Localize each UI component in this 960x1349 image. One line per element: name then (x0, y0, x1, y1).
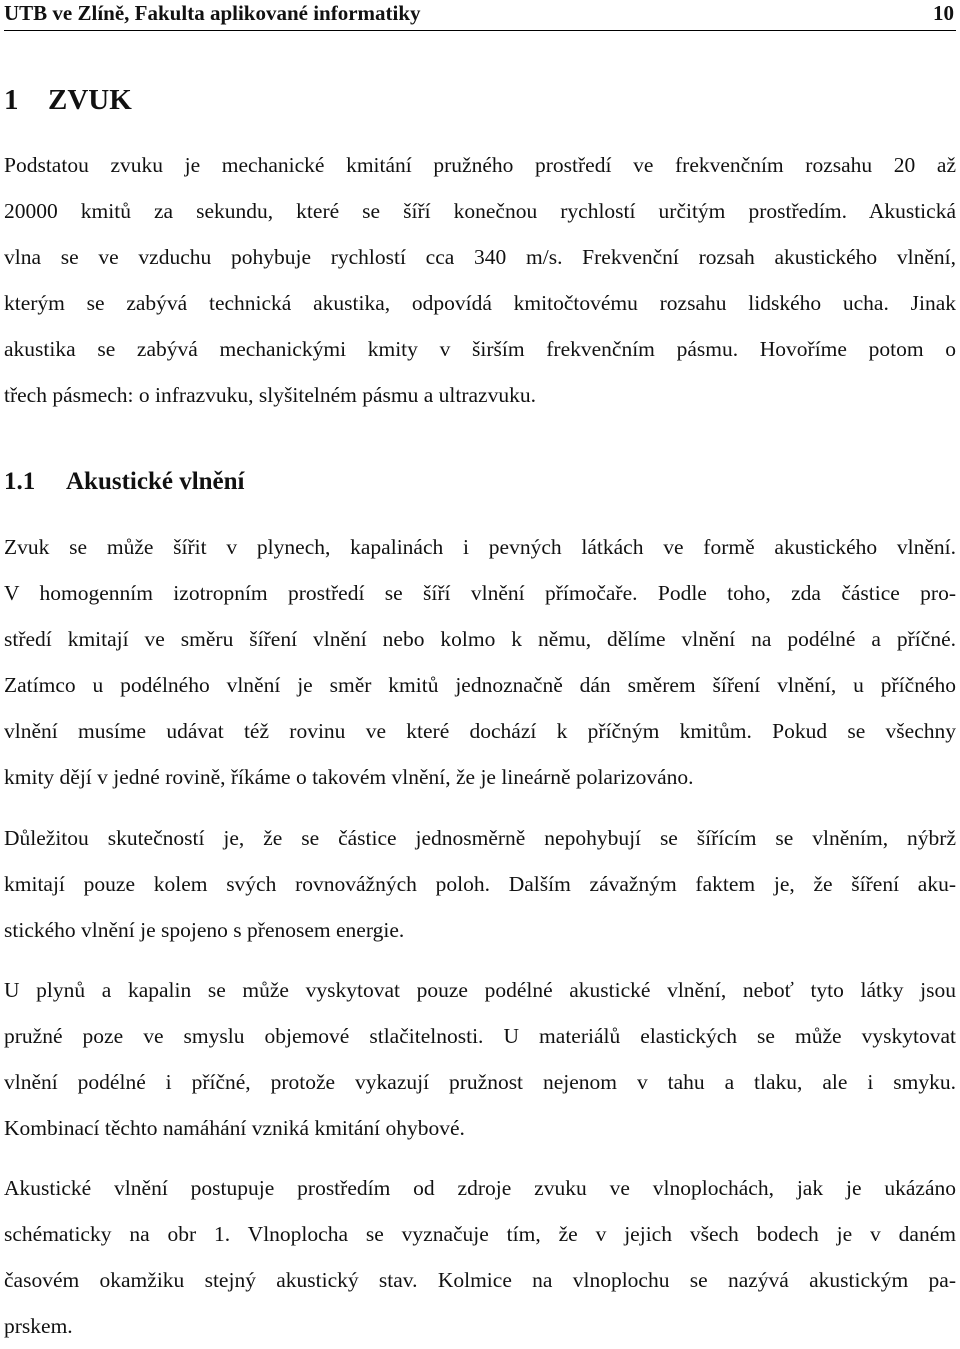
paragraph-line: kmity dějí v jedné rovině, říkáme o takovém vlnění, že je lineárně polarizováno. (4, 765, 694, 789)
paragraph-line: časovém okamžiku stejný akustický stav. Kolmice na vlnoplochu se nazývá akustickým pa- (4, 1268, 956, 1292)
running-header (4, 0, 956, 31)
section-heading (4, 464, 245, 500)
paragraph-intro (4, 142, 956, 418)
chapter-title: ZVUK (48, 84, 132, 116)
paragraph-line: prskem. (4, 1314, 73, 1338)
paragraph-line: 20000 kmitů za sekundu, které se šíří konečnou rychlostí určitým prostředím. Akustická (4, 199, 956, 223)
paragraph-line: Podstatou zvuku je mechanické kmitání pružného prostředí ve frekvenčním rozsahu 20 až (4, 153, 956, 177)
paragraph-line: středí kmitají ve směru šíření vlnění nebo kolmo k němu, dělíme vlnění na podélné a příčné. (4, 627, 956, 651)
paragraph-line: vlnění podélné i příčné, protože vykazují pružnost nejenom v tahu a tlaku, ale i smyku. (4, 1070, 956, 1094)
paragraph-line: stického vlnění je spojeno s přenosem energie. (4, 918, 405, 942)
paragraph-line: schématicky na obr 1. Vlnoplocha se vyznačuje tím, že v jejich všech bodech je v daném (4, 1222, 956, 1246)
chapter-number: 1 (4, 84, 19, 116)
paragraph-line: Kombinací těchto namáhání vzniká kmitání ohybové. (4, 1116, 465, 1140)
paragraph-line: Důležitou skutečností je, že se částice jednosměrně nepohybují se šířícím se vlněním, nýbrž (4, 826, 956, 850)
paragraph-line: vlnění musíme udávat též rovinu ve které dochází k příčným kmitům. Pokud se všechny (4, 719, 956, 743)
section-title: Akustické vlnění (66, 468, 245, 495)
paragraph-line: vlna se ve vzduchu pohybuje rychlostí cca 340 m/s. Frekvenční rozsah akustického vlnění, (4, 245, 956, 269)
paragraph-line: třech pásmech: o infrazvuku, slyšitelném pásmu a ultrazvuku. (4, 383, 536, 407)
paragraph-line: Zatímco u podélného vlnění je směr kmitů jednoznačně dán směrem šíření vlnění, u příčného (4, 673, 956, 697)
paragraph-materials (4, 967, 956, 1151)
paragraph-line: akustika se zabývá mechanickými kmity v širším frekvenčním pásmu. Hovoříme potom o (4, 337, 956, 361)
paragraph-wave-propagation (4, 524, 956, 800)
paragraph-wavefronts (4, 1165, 956, 1349)
paragraph-particles (4, 815, 956, 953)
paragraph-line: kterým se zabývá technická akustika, odpovídá kmitočtovému rozsahu lidského ucha. Jinak (4, 291, 956, 315)
paragraph-line: V homogenním izotropním prostředí se šíří vlnění přímočaře. Podle toho, zda částice pro- (4, 581, 956, 605)
header-title: UTB ve Zlíně, Fakulta aplikované informatiky (4, 1, 421, 25)
paragraph-line: kmitají pouze kolem svých rovnovážných poloh. Dalším závažným faktem je, že šíření aku- (4, 872, 956, 896)
paragraph-line: Akustické vlnění postupuje prostředím od zdroje zvuku ve vlnoplochách, jak je ukázáno (4, 1176, 956, 1200)
paragraph-line: pružné poze ve smyslu objemové stlačitelnosti. U materiálů elastických se může vyskytovat (4, 1024, 956, 1048)
paragraph-line: U plynů a kapalin se může vyskytovat pouze podélné akustické vlnění, neboť tyto látky jsou (4, 978, 956, 1002)
chapter-heading (4, 82, 132, 118)
paragraph-line: Zvuk se může šířit v plynech, kapalinách i pevných látkách ve formě akustického vlnění. (4, 535, 956, 559)
page-number: 10 (933, 1, 954, 25)
section-number: 1.1 (4, 468, 36, 495)
